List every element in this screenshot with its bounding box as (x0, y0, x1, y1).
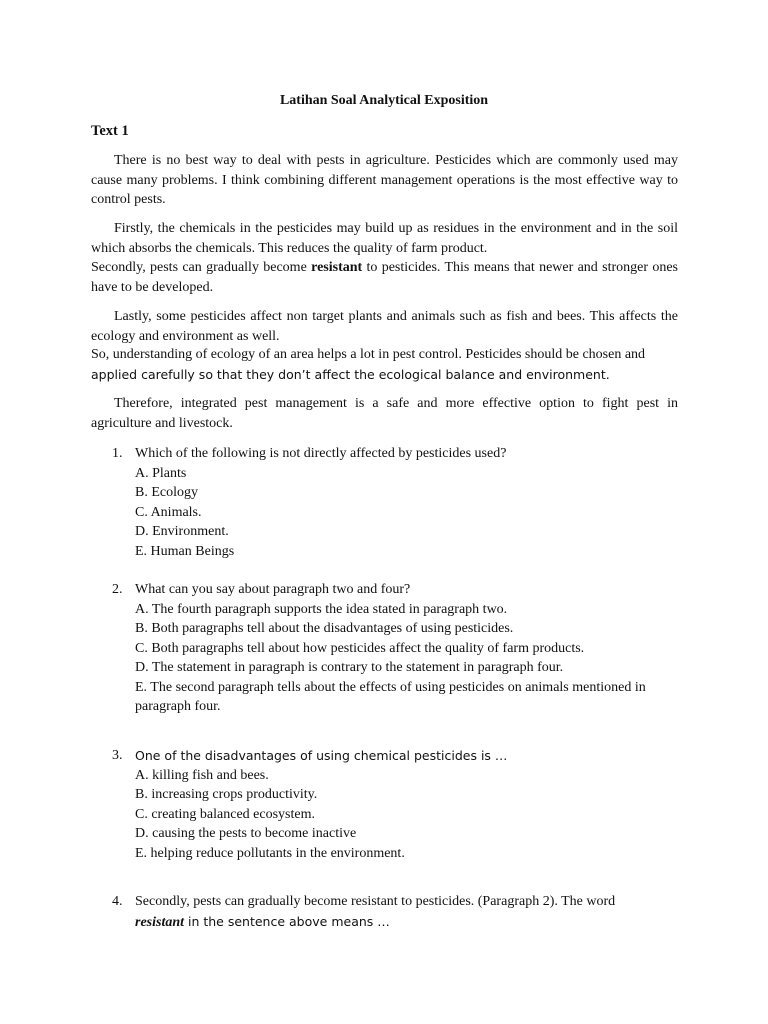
paragraph-2a: Firstly, the chemicals in the pesticides may build up as residues in the environment and in the soil which absorbs the chemicals. This reduces the quality of farm product. (91, 221, 678, 256)
question-4 (112, 892, 678, 932)
paragraph-3b (91, 345, 678, 384)
paragraph-4: Therefore, integrated pest management is a safe and more effective option to fight pest in agriculture and livestock. (91, 396, 678, 431)
question-2-option-e: E. The second paragraph tells about the effects of using pesticides on animals mentioned in paragraph four. (135, 679, 646, 714)
question-2-stem: What can you say about paragraph two and four? (135, 582, 411, 597)
question-2-number: 2. (112, 582, 123, 597)
question-1-option-d: D. Environment. (135, 524, 229, 539)
question-3 (112, 746, 678, 863)
question-3-option-b: B. increasing crops productivity. (135, 787, 318, 802)
paragraph-3b-line2: applied carefully so that they don’t affect the ecological balance and environment. (91, 366, 610, 382)
question-3-option-c: C. creating balanced ecosystem. (135, 806, 315, 822)
question-3-stem: One of the disadvantages of using chemical pesticides is … (135, 748, 508, 763)
question-1-option-a: A. Plants (135, 465, 187, 481)
question-3-option-a: A. killing fish and bees. (135, 767, 269, 783)
paragraph-2b (91, 258, 678, 297)
text-heading: Text 1 (91, 123, 129, 139)
question-2-option-d: D. The statement in paragraph is contrary to the statement in paragraph four. (135, 660, 564, 675)
question-1-stem: Which of the following is not directly affected by pesticides used? (135, 446, 507, 461)
question-3-option-e: E. helping reduce pollutants in the environment. (135, 845, 405, 861)
paragraph-3b-line1: So, understanding of ecology of an area helps a lot in pest control. Pesticides should be chosen and (91, 347, 646, 362)
question-2-option-a: A. The fourth paragraph supports the idea stated in paragraph two. (135, 601, 508, 617)
paragraph-1: There is no best way to deal with pests in agriculture. Pesticides which are commonly used may cause many problems. I think combining different management operations is the most effective way to control pests. (91, 153, 678, 207)
question-4-number: 4. (112, 894, 123, 909)
page-title: Latihan Soal Analytical Exposition (279, 93, 489, 108)
paragraph-2b-before: Secondly, pests can gradually become (91, 260, 312, 275)
question-2 (112, 580, 678, 717)
question-3-number: 3. (112, 748, 123, 763)
question-2-option-c: C. Both paragraphs tell about how pesticides affect the quality of farm products. (135, 640, 585, 656)
question-1-option-b: B. Ecology (135, 485, 198, 500)
question-3-option-d: D. causing the pests to become inactive (135, 826, 357, 841)
question-4-stem-line2 (135, 912, 678, 933)
paragraph-2b-after: to pesticides. This means that newer and stronger ones have to be developed. (91, 260, 678, 295)
paragraph-3a: Lastly, some pesticides affect non target plants and animals such as fish and bees. This affects the ecology and environment as well. (91, 309, 678, 344)
question-1-option-e: E. Human Beings (135, 543, 235, 559)
question-4-stem-bold: resistant (135, 914, 185, 930)
question-4-stem: Secondly, pests can gradually become resistant to pesticides. (Paragraph 2). The word (135, 894, 616, 909)
question-1-option-c: C. Animals. (135, 504, 202, 520)
question-2-option-b: B. Both paragraphs tell about the disadvantages of using pesticides. (135, 621, 514, 636)
question-1-number: 1. (112, 446, 123, 461)
question-4-stem-after: in the sentence above means … (184, 913, 390, 929)
question-1 (112, 444, 678, 561)
paragraph-2b-bold: resistant (311, 260, 363, 275)
